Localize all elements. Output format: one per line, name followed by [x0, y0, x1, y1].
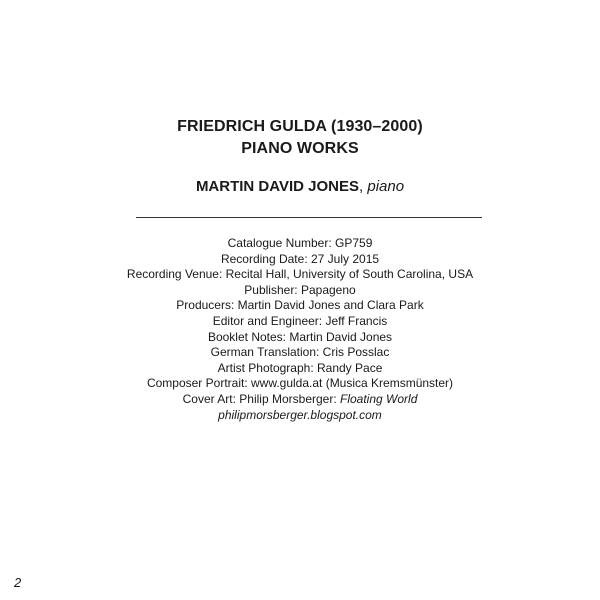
album-title — [0, 116, 600, 160]
artist-website: philipmorsberger.blogspot.com — [218, 407, 382, 422]
booklet-notes: Booklet Notes: Martin David Jones — [207, 329, 393, 344]
editor-engineer: Editor and Engineer: Jeff Francis — [212, 313, 388, 328]
recording-date: Recording Date: 27 July 2015 — [220, 251, 380, 266]
work-title: PIANO WORKS — [241, 140, 359, 157]
german-translation: German Translation: Cris Posslac — [210, 345, 390, 360]
performer-separator: , — [359, 178, 368, 195]
publisher: Publisher: Papageno — [244, 282, 356, 297]
page-number: 2 — [14, 575, 22, 590]
composer-title: FRIEDRICH GULDA (1930–2000) — [177, 118, 423, 135]
divider-rule — [136, 217, 482, 218]
composer-portrait: Composer Portrait: www.gulda.at (Musica Kremsmünster) — [146, 376, 454, 391]
recording-venue: Recording Venue: Recital Hall, University of South Carolina, USA — [126, 267, 474, 282]
cover-art-title: Floating World — [340, 391, 418, 406]
artist-photograph: Artist Photograph: Randy Pace — [217, 360, 383, 375]
credits-list — [0, 236, 600, 423]
performer-name: MARTIN DAVID JONES — [195, 178, 360, 195]
performer-credit — [0, 177, 600, 197]
cover-art-label: Cover Art: Philip Morsberger: — [182, 391, 340, 406]
performer-instrument: piano — [367, 178, 405, 195]
producers: Producers: Martin David Jones and Clara Park — [176, 298, 424, 313]
catalogue-number: Catalogue Number: GP759 — [227, 236, 373, 250]
cover-art — [0, 392, 600, 408]
